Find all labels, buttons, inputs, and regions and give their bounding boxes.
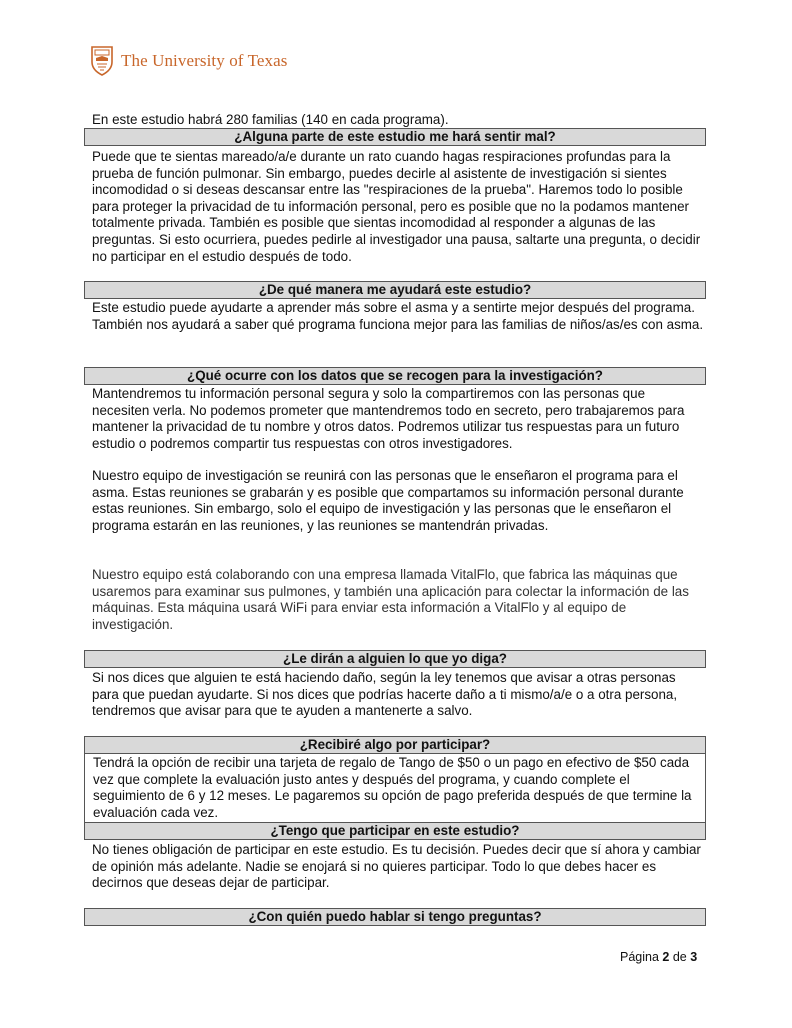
ut-seal-icon [91, 46, 113, 76]
section-text-discomfort: Puede que te sientas mareado/a/e durante un rato cuando hagas respiraciones profundas para la prueba de función pulmonar. Sin embargo, puedes decirle al asistente de investigación si sientes incomodidad o si deseas descansar entre las "respiraciones de la prueba". Haremos todo lo posible para proteger la privacidad de tu información personal, pero es posible que no la podamos mantener totalmente privada. También es posible que sientas incomodidad al responder a algunas de las preguntas. Si esto ocurriera, puedes pedirle al investigador una pausa, saltarte una pregunta, o decidir no participar en el estudio después de todo. [92, 149, 701, 264]
section-heading-confidentiality: ¿Le dirán a alguien lo que yo diga? [84, 650, 706, 668]
intro-line: En este estudio habrá 280 familias (140 en cada programa). [92, 112, 449, 127]
section-text-confidentiality: Si nos dices que alguien te está haciendo daño, según la ley tenemos que avisar a otras personas para que puedan ayudarte. Si nos dices que podrías hacerte daño a ti mismo/a/e o a otra persona, tendremos que avisar para que te ayuden a mantenerte a salvo. [92, 670, 678, 719]
section-text-data-1: Mantendremos tu información personal segura y solo la compartiremos con las personas que necesiten verla. No podemos prometer que mantendremos todo en secreto, pero trabajaremos para mantener la privacidad de tu nombre y otros datos. Podremos utilizar tus respuestas para un futuro estudio o podremos compartir tus respuestas con otros investigadores. [92, 386, 685, 451]
page-current: 2 [662, 950, 670, 964]
section-heading-discomfort: ¿Alguna parte de este estudio me hará sentir mal? [84, 128, 706, 146]
section-heading-participation: ¿Tengo que participar en este estudio? [84, 822, 706, 840]
section-heading-benefits: ¿De qué manera me ayudará este estudio? [84, 281, 706, 299]
section-heading-contact: ¿Con quién puedo hablar si tengo preguntas? [84, 908, 706, 926]
page-number [620, 950, 697, 964]
section-heading-compensation: ¿Recibiré algo por participar? [84, 736, 706, 754]
of-word: de [672, 950, 687, 964]
page-total: 3 [690, 950, 698, 964]
section-text-data-2: Nuestro equipo de investigación se reunirá con las personas que le enseñaron el programa para el asma. Estas reuniones se grabarán y es posible que compartamos su información personal durante estas reuniones. Sin embargo, solo el equipo de investigación y las personas que le enseñaron el programa estarán en las reuniones, y las reuniones se mantendrán privadas. [92, 468, 684, 533]
section-text-compensation: Tendrá la opción de recibir una tarjeta de regalo de Tango de $50 o un pago en efectivo de $50 cada vez que complete la evaluación justo antes y después del programa, y cuando complete el seguimiento de 6 y 12 meses. Le pagaremos su opción de pago preferida después de que termine la evaluación cada vez. [93, 755, 692, 820]
university-name: The University of Texas [121, 51, 288, 70]
section-heading-data: ¿Qué ocurre con los datos que se recogen para la investigación? [84, 367, 706, 385]
university-logo [91, 44, 288, 78]
section-text-data-3: Nuestro equipo está colaborando con una empresa llamada VitalFlo, que fabrica las máquinas que usaremos para examinar sus pulmones, y también una aplicación para colectar la información de las máquinas. Esta máquina usará WiFi para enviar esta información a VitalFlo y al equipo de investigación. [92, 567, 689, 632]
section-text-benefits: Este estudio puede ayudarte a aprender más sobre el asma y a sentirte mejor después del programa. También nos ayudará a saber qué programa funciona mejor para las familias de niños/as/es con asma. [92, 300, 704, 332]
page-word: Página [620, 950, 659, 964]
section-text-participation: No tienes obligación de participar en este estudio. Es tu decisión. Puedes decir que sí ahora y cambiar de opinión más adelante. Nadie se enojará si no quieres participar. Todo lo que debes hacer es decirnos que deseas dejar de participar. [92, 842, 701, 891]
table-border-right [705, 754, 706, 822]
table-border-left [84, 754, 85, 822]
